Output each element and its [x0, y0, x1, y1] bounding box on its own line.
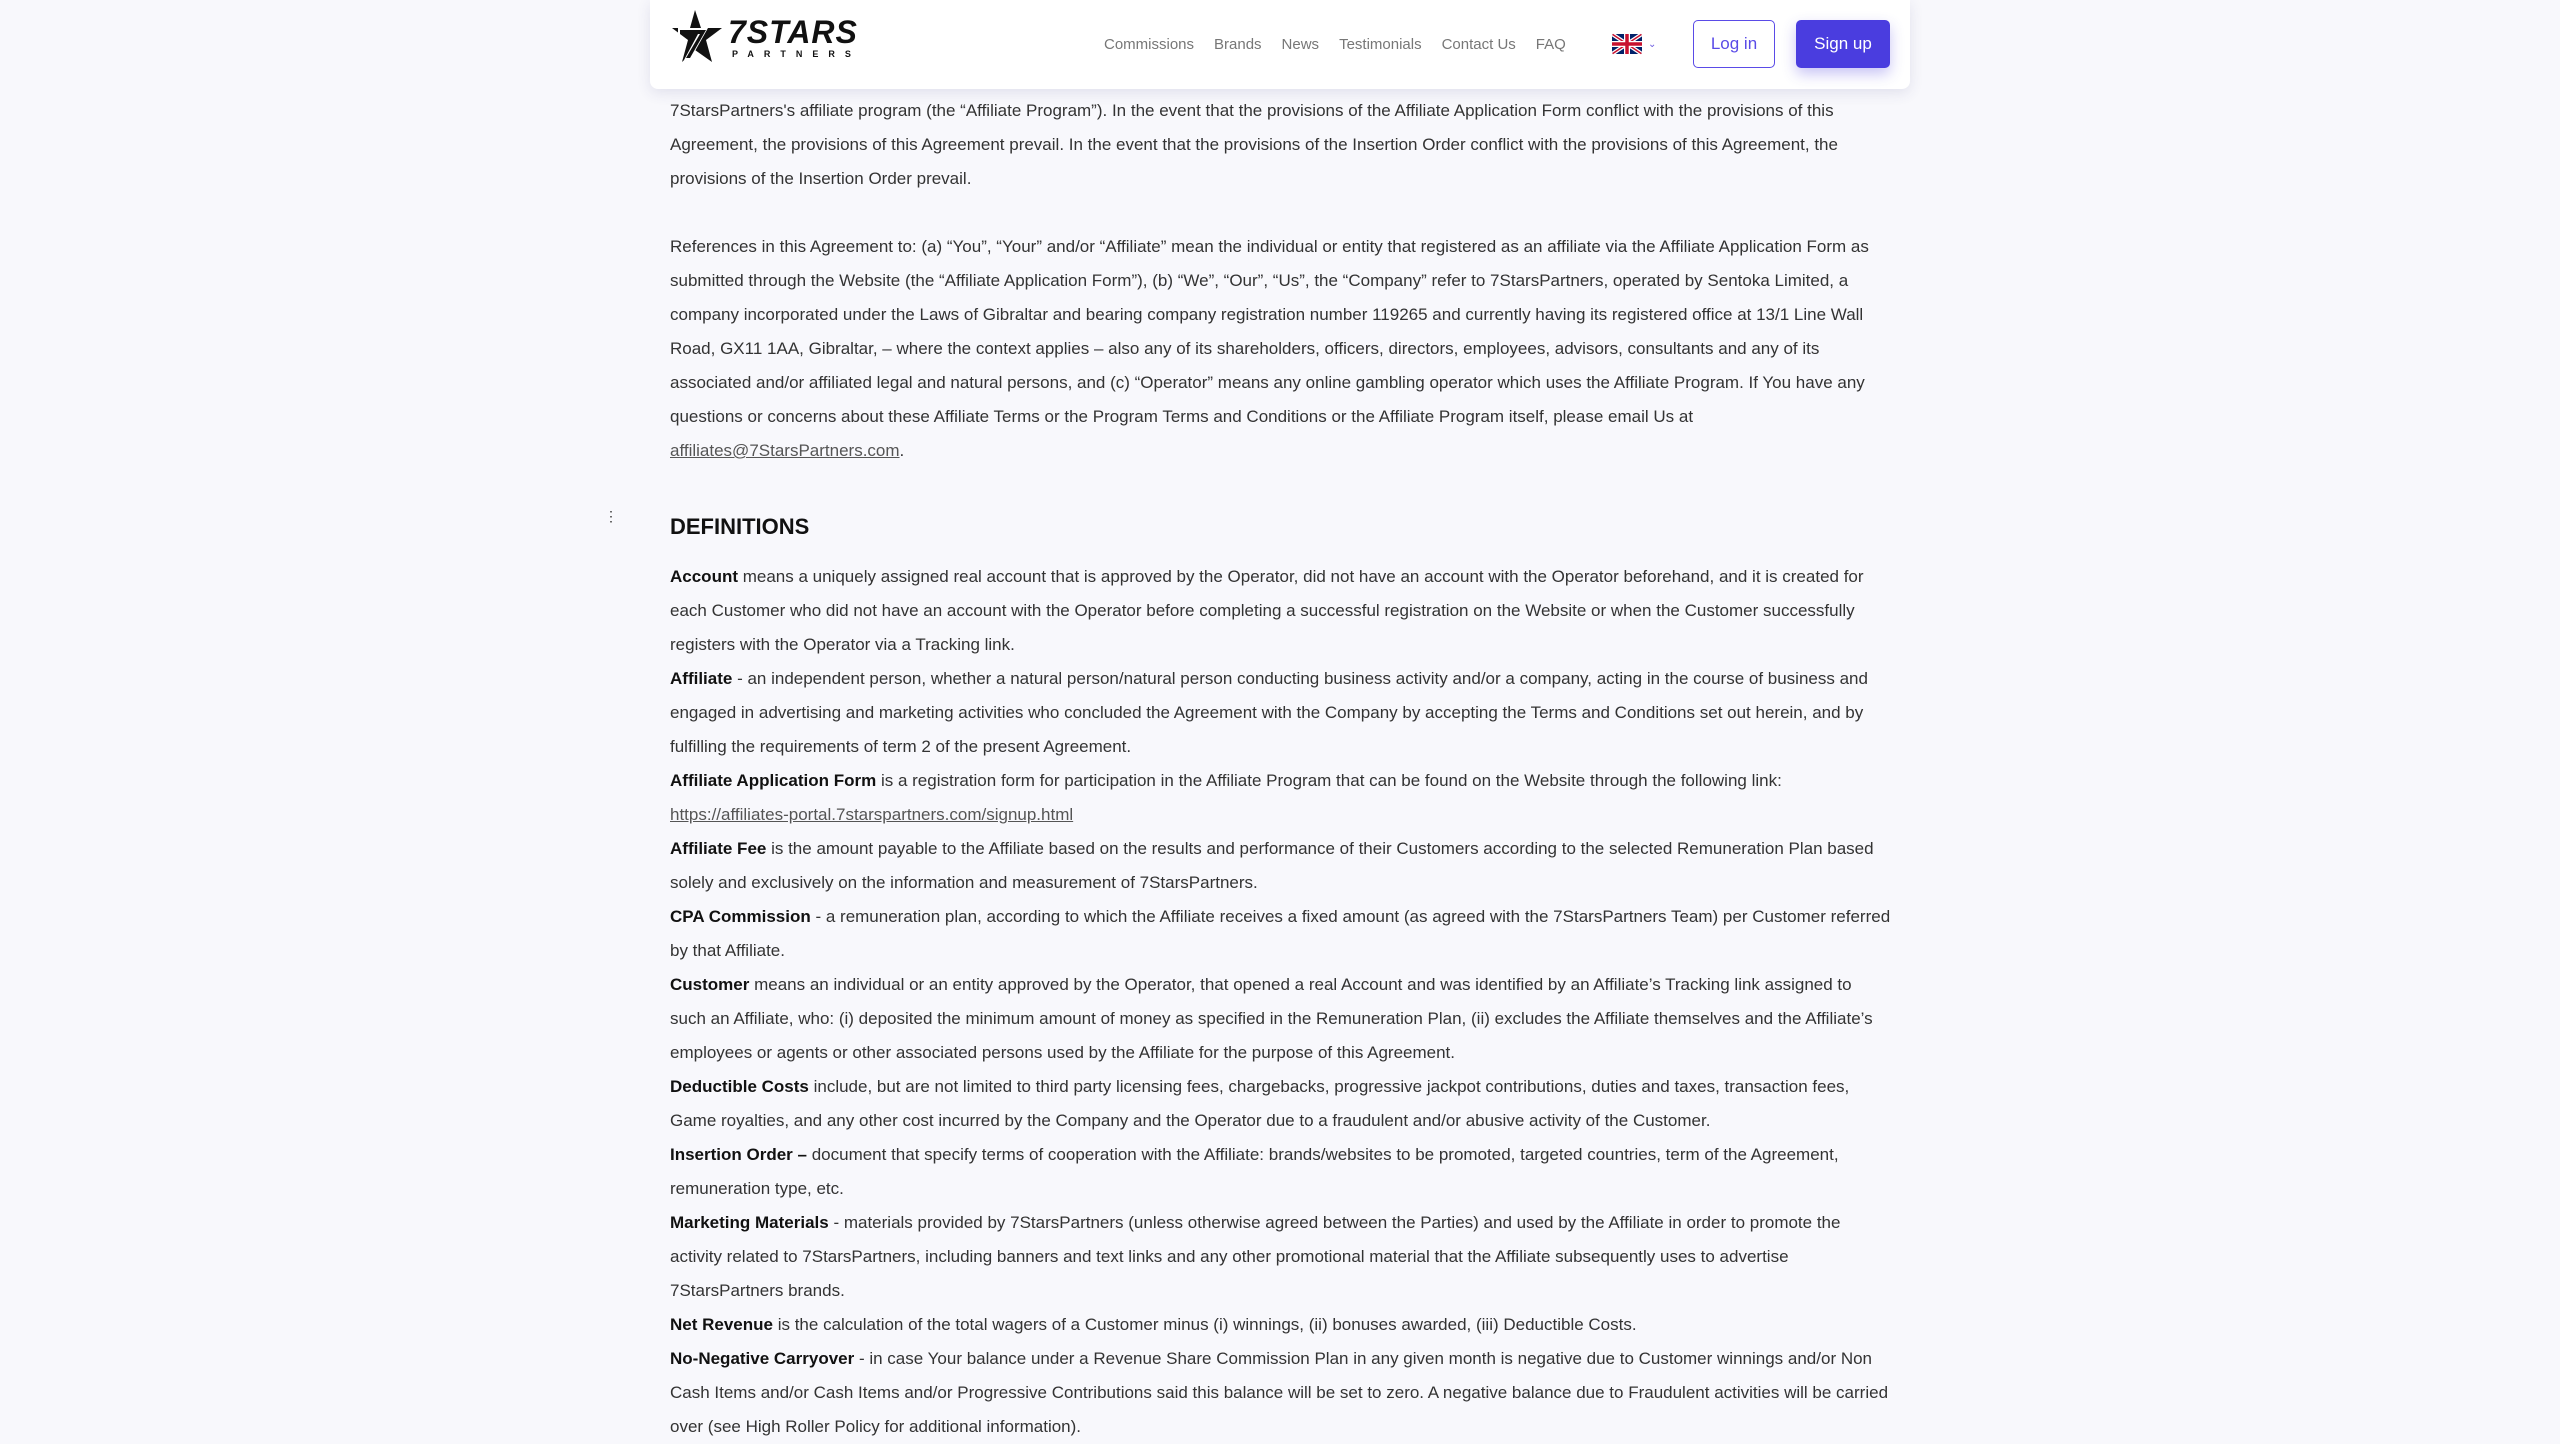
nav-faq[interactable]: FAQ — [1535, 36, 1566, 53]
definition-item — [670, 662, 1892, 764]
definitions-list — [670, 560, 1892, 1444]
login-button[interactable]: Log in — [1693, 20, 1775, 68]
logo-main-text: 7STARS — [728, 13, 858, 50]
definition-term: Affiliate Fee — [670, 839, 767, 858]
definition-item — [670, 1070, 1892, 1138]
signup-link[interactable]: https://affiliates-portal.7starspartners.com/signup.html — [670, 805, 1074, 824]
intro-paragraph-1: 7StarsPartners's affiliate program (the “Affiliate Program”). In the event that the provisions of the Affiliate Application Form conflict with the provisions of this Agreement, the provisions of this Agreement prevail. In the event that the provisions of the Insertion Order conflict with the provisions of this Agreement, the provisions of the Insertion Order prevail. — [670, 101, 1838, 188]
definition-term: Affiliate Application Form — [670, 771, 877, 790]
drag-handle-icon[interactable]: ⋮ — [604, 508, 618, 524]
definition-text: is a registration form for participation in the Affiliate Program that can be found on the Website through the following link: — [876, 771, 1782, 790]
definition-item — [670, 832, 1892, 900]
signup-button[interactable]: Sign up — [1796, 20, 1890, 68]
definition-item — [670, 1138, 1892, 1206]
nav-contact-us[interactable]: Contact Us — [1441, 36, 1516, 53]
definition-item — [670, 1342, 1892, 1444]
logo[interactable] — [668, 10, 861, 64]
definition-item — [670, 1206, 1892, 1308]
definition-text: means a uniquely assigned real account that is approved by the Operator, did not have an account with the Operator beforehand, and it is created for each Customer who did not have an account with the Operator before completing a successful registration on the Website or when the Customer successfully registers with the Operator via a Tracking link. — [670, 567, 1864, 654]
definition-item — [670, 900, 1892, 968]
definition-term: Insertion Order – — [670, 1145, 807, 1164]
site-header — [650, 0, 1910, 89]
definition-term: CPA Commission — [670, 907, 811, 926]
definition-term: Affiliate — [670, 669, 733, 688]
definition-text: document that specify terms of cooperation with the Affiliate: brands/websites to be promoted, targeted countries, term of the Agreement, remuneration type, etc. — [670, 1145, 1839, 1198]
email-link[interactable]: affiliates@7StarsPartners.com — [670, 441, 900, 460]
definition-item — [670, 764, 1892, 832]
definition-text: is the amount payable to the Affiliate based on the results and performance of their Customers according to the selected Remuneration Plan based solely and exclusively on the information and measurement of 7StarsPartners. — [670, 839, 1874, 892]
chevron-down-icon: ⌄ — [1648, 38, 1657, 50]
definition-text: means an individual or an entity approved by the Operator, that opened a real Account and was identified by an Affiliate’s Tracking link assigned to such an Affiliate, who: (i) deposited the minimum amount of money as specified in the Remuneration Plan, (ii) excludes the Affiliate themselves and the Affiliate’s employees or agents or other associated persons used by the Affiliate for the purpose of this Agreement. — [670, 975, 1873, 1062]
nav-commissions[interactable]: Commissions — [1104, 36, 1195, 53]
main-nav — [1104, 0, 1566, 89]
definition-item — [670, 1308, 1892, 1342]
definition-term: Deductible Costs — [670, 1077, 809, 1096]
language-selector[interactable] — [1612, 33, 1656, 55]
definition-term: Marketing Materials — [670, 1213, 829, 1232]
definition-term: Net Revenue — [670, 1315, 773, 1334]
logo-sub-text: PARTNERS — [732, 48, 861, 59]
definition-item — [670, 560, 1892, 662]
definition-term: Account — [670, 567, 738, 586]
definition-term: No-Negative Carryover — [670, 1349, 855, 1368]
nav-news[interactable]: News — [1281, 36, 1320, 53]
intro-paragraph-2: References in this Agreement to: (a) “You”, “Your” and/or “Affiliate” mean the individual or entity that registered as an affiliate via the Affiliate Application Form as submitted through the Website (the “Affiliate Application Form”), (b) “We”, “Our”, “Us”, the “Company” refer to 7StarsPartners, operated by Sentoka Limited, a company incorporated under the Laws of Gibraltar and bearing company registration number 119265 and currently having its registered office at 13/1 Line Wall Road, GX11 1AA, Gibraltar, – where the context applies – also any of its shareholders, officers, directors, employees, advisors, consultants and any of its associated and/or affiliated legal and natural persons, and (c) “Operator” means any online gambling operator which uses the Affiliate Program. If You have any questions or concerns about these Affiliate Terms or the Program Terms and Conditions or the Affiliate Program itself, please email Us at affiliates@7StarsPartners.com. — [670, 237, 1869, 460]
definitions-heading: DEFINITIONS — [670, 514, 810, 539]
nav-testimonials[interactable]: Testimonials — [1339, 36, 1422, 53]
definition-text: - materials provided by 7StarsPartners (unless otherwise agreed between the Parties) and used by the Affiliate in order to promote the activity related to 7StarsPartners, including banners and text links and any other promotional material that the Affiliate subsequently uses to advertise 7StarsPartners brands. — [670, 1213, 1841, 1300]
definition-text: - in case Your balance under a Revenue Share Commission Plan in any given month is negative due to Customer winnings and/or Non Cash Items and/or Cash Items and/or Progressive Contributions said this balance will be set to zero. A negative balance due to Fraudulent activities will be carried over (see High Roller Policy for additional information). — [670, 1349, 1889, 1436]
definition-text: is the calculation of the total wagers of a Customer minus (i) winnings, (ii) bonuses awarded, (iii) Deductible Costs. — [772, 1315, 1637, 1334]
definition-term: Customer — [670, 975, 750, 994]
uk-flag-icon — [1612, 33, 1642, 55]
definition-text: - an independent person, whether a natural person/natural person conducting business activity and/or a company, acting in the course of business and engaged in advertising and marketing activities who concluded the Agreement with the Company by accepting the Terms and Conditions set out herein, and by fulfilling the requirements of term 2 of the present Agreement. — [670, 669, 1868, 756]
intro-text — [670, 94, 1892, 502]
definition-item — [670, 968, 1892, 1070]
nav-brands[interactable]: Brands — [1214, 36, 1262, 53]
definition-text: - a remuneration plan, according to which the Affiliate receives a fixed amount (as agreed with the 7StarsPartners Team) per Customer referred by that Affiliate. — [670, 907, 1891, 960]
star-logo-icon — [668, 10, 722, 64]
definition-text: include, but are not limited to third party licensing fees, chargebacks, progressive jackpot contributions, duties and taxes, transaction fees, Game royalties, and any other cost incurred by the Company and the Operator due to a fraudulent and/or abusive activity of the Customer. — [670, 1077, 1850, 1130]
